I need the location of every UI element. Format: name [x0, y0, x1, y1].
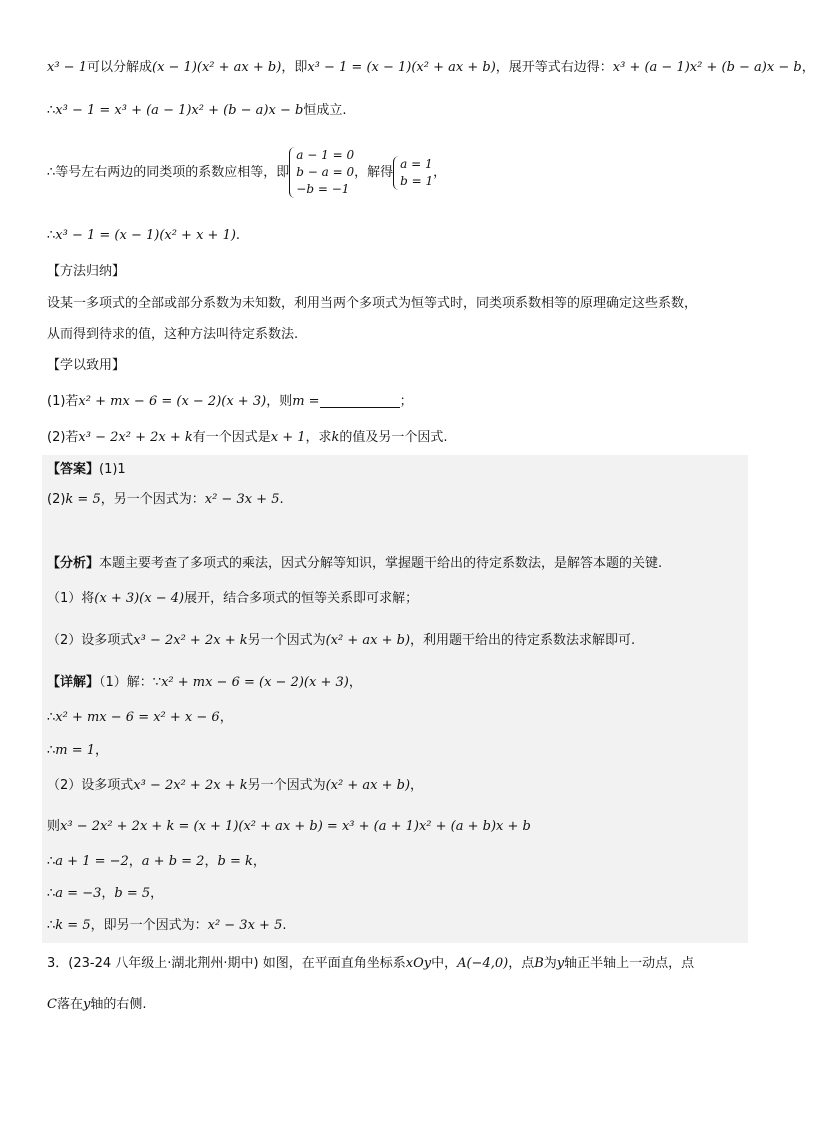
text: （1）解：∵ [99, 675, 162, 690]
text: ，即 [281, 60, 308, 75]
text: ，则 [266, 394, 293, 409]
text: ， [348, 675, 362, 690]
section-heading: 【学以致用】 [47, 358, 126, 373]
solution-system [393, 156, 433, 190]
text: 落在 [56, 997, 83, 1012]
math: x² − 3x + 5 [207, 918, 283, 933]
therefore-symbol: ∴ [47, 854, 56, 869]
analysis-point-2 [47, 631, 635, 651]
text: （2）设多项式 [47, 633, 134, 648]
math: x³ − 1 = (x − 1)(x² + ax + b) [307, 60, 496, 75]
text: ， [150, 886, 164, 901]
math: b = k [217, 854, 253, 869]
math: m = [292, 394, 320, 409]
math: (x + 3)(x − 4) [94, 591, 185, 606]
text: ， [219, 710, 233, 725]
text: ，展开等式右边得： [495, 60, 613, 75]
text: ，点 [508, 956, 535, 971]
text: 轴正半轴上一动点，点 [564, 956, 695, 971]
math: k = 5 [55, 918, 91, 933]
text: 另一个因式为 [247, 778, 326, 793]
math: b = 5 [114, 886, 151, 901]
math: C [47, 997, 57, 1012]
text: 另一个因式为 [247, 633, 326, 648]
detail-line-7 [47, 884, 163, 904]
text: (2)若 [47, 430, 79, 445]
question-2 [47, 428, 448, 448]
analysis-label: 【分析】 [47, 556, 100, 571]
analysis-line [47, 554, 662, 574]
text: 中， [431, 956, 458, 971]
text: 为 [543, 956, 557, 971]
text: (1)1 [99, 462, 126, 477]
detail-line-3 [47, 741, 108, 761]
equation: b = 1 [400, 173, 434, 188]
detail-line-1 [47, 673, 362, 693]
text: ， [252, 854, 266, 869]
math: x³ − 2x² + 2x + k [78, 430, 193, 445]
math: x³ − 2x² + 2x + k [133, 633, 248, 648]
text: （2）设多项式 [47, 778, 134, 793]
text: ，即另一个因式为： [90, 918, 208, 933]
therefore-symbol: ∴ [47, 918, 56, 933]
text: ， [204, 854, 218, 869]
text: 轴的右侧. [90, 997, 147, 1012]
math: x³ − 1 = x³ + (a − 1)x² + (b − a)x − b [55, 103, 304, 118]
text: ， [95, 743, 109, 758]
equation: b − a = 0 [296, 165, 355, 179]
paragraph: 设某一多项式的全部或部分系数为未知数，利用当两个多项式为恒等式时，同类项系数相等的原理确定这些系数， [47, 296, 698, 311]
text: （1）将 [47, 591, 95, 606]
text: 可以分解成 [86, 60, 152, 75]
text: ，另一个因式为： [100, 492, 205, 507]
math: a = −3 [55, 886, 102, 901]
math: x² + mx − 6 = (x − 2)(x + 3) [161, 675, 349, 690]
analysis-point-1 [47, 589, 418, 609]
equation: a − 1 = 0 [296, 148, 355, 162]
math: (x² + ax + b) [325, 633, 411, 648]
math: x³ − 2x² + 2x + k [133, 778, 248, 793]
text: ∴等号左右两边的同类项的系数应相等，即 [47, 165, 290, 180]
text: (2) [47, 492, 66, 507]
math: m = 1 [55, 743, 96, 758]
text: 有一个因式是 [192, 430, 271, 445]
equation-system [289, 147, 354, 198]
text: 展开，结合多项式的恒等关系即可求解； [184, 591, 419, 606]
text: ， [410, 778, 424, 793]
therefore-symbol: ∴ [47, 228, 56, 243]
math: a + b = 2 [141, 854, 205, 869]
text-line [47, 101, 346, 121]
paragraph: 从而得到待求的值，这种方法叫待定系数法. [47, 327, 299, 342]
text: ，求 [305, 430, 332, 445]
text: ， [101, 886, 115, 901]
detail-line-5 [47, 817, 531, 837]
math: x³ − 1 [47, 60, 87, 75]
section-heading: 【方法归纳】 [47, 264, 126, 279]
math: (x² + ax + b) [325, 778, 411, 793]
math: B [534, 956, 544, 971]
problem-3-line-2 [47, 995, 146, 1015]
text: ； [399, 394, 413, 409]
math: y [556, 956, 565, 971]
text: ，解得 [354, 165, 394, 180]
text: ，利用题干给出的待定系数法求解即可. [410, 633, 636, 648]
text: (1)若 [47, 394, 79, 409]
text: . [282, 918, 287, 933]
math: y [82, 997, 91, 1012]
therefore-symbol: ∴ [47, 710, 56, 725]
question-1 [47, 392, 413, 412]
text: ， [433, 165, 447, 180]
detail-line-6 [47, 852, 266, 872]
therefore-symbol: ∴ [47, 743, 56, 758]
math: A(−4,0) [457, 956, 509, 971]
math: x² + mx − 6 = x² + x − 6 [55, 710, 220, 725]
text: ， [801, 60, 815, 75]
text: 本题主要考查了多项式的乘法，因式分解等知识，掌握题干给出的待定系数法，是解答本题的关键. [99, 556, 663, 571]
math: x³ − 1 = (x − 1)(x² + x + 1) [55, 228, 236, 243]
answer-line-2 [47, 490, 284, 510]
text-line [47, 58, 815, 78]
math: x³ − 2x² + 2x + k = (x + 1)(x² + ax + b) = x³ + (a + 1)x² + (a + b)x + b [60, 819, 531, 834]
answer-line-1 [47, 460, 126, 480]
text: ， [128, 854, 142, 869]
text: 恒成立. [303, 103, 347, 118]
text: . [279, 492, 284, 507]
math: x³ + (a − 1)x² + (b − a)x − b [612, 60, 802, 75]
therefore-symbol: ∴ [47, 886, 56, 901]
math: x + 1 [270, 430, 306, 445]
answer-blank [320, 395, 400, 408]
text: 则 [47, 819, 61, 834]
math: xOy [405, 956, 432, 971]
detail-line-4 [47, 776, 423, 796]
problem-3-line-1 [47, 954, 694, 974]
text: 的值及另一个因式. [339, 430, 448, 445]
math: k = 5 [65, 492, 101, 507]
text: . [235, 228, 241, 243]
math: k [331, 430, 340, 445]
math: x² + mx − 6 = (x − 2)(x + 3) [78, 394, 267, 409]
text-line [47, 146, 446, 200]
therefore-symbol: ∴ [47, 103, 56, 118]
math: x² − 3x + 5 [204, 492, 280, 507]
text: 3．(23-24 八年级上·湖北荆州·期中) 如图，在平面直角坐标系 [47, 956, 406, 971]
detail-line-8 [47, 916, 286, 936]
detail-label: 【详解】 [47, 675, 100, 690]
text-line [47, 226, 240, 246]
math: (x − 1)(x² + ax + b) [152, 60, 282, 75]
detail-line-2 [47, 708, 233, 728]
equation: a = 1 [400, 156, 433, 171]
equation: −b = −1 [296, 182, 350, 196]
answer-label: 【答案】 [47, 462, 100, 477]
math: a + 1 = −2 [55, 854, 129, 869]
